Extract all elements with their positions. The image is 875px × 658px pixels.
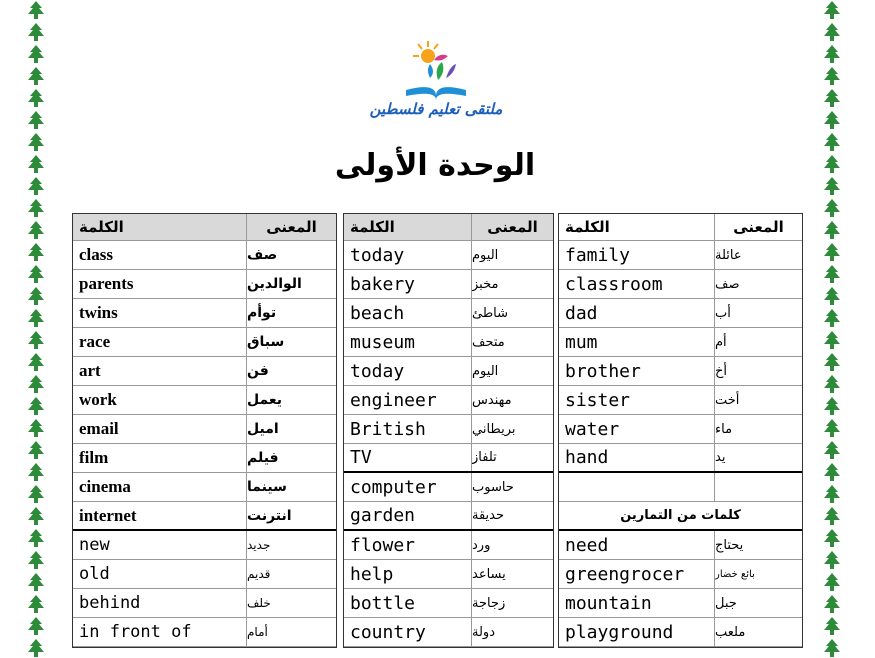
tree-icon — [822, 242, 842, 262]
tree-icon — [26, 484, 46, 504]
arabic-meaning: يساعد — [471, 560, 553, 588]
table-row — [73, 618, 336, 647]
arabic-meaning: زجاجة — [471, 589, 553, 617]
tree-icon — [26, 66, 46, 86]
english-word: beach — [350, 302, 405, 324]
english-word: sister — [565, 389, 631, 411]
table-row — [559, 299, 802, 328]
tree-icon — [26, 374, 46, 394]
tree-icon — [822, 88, 842, 108]
english-word: race — [79, 332, 111, 351]
tree-icon — [26, 132, 46, 152]
tree-icon — [26, 154, 46, 174]
empty-cell — [714, 473, 802, 501]
arabic-meaning: اليوم — [471, 241, 553, 269]
table-row — [559, 241, 802, 270]
arabic-meaning: صف — [246, 241, 336, 269]
tree-icon — [26, 88, 46, 108]
tree-icon — [822, 528, 842, 548]
table-row — [559, 589, 802, 618]
table-row — [559, 444, 802, 473]
arabic-meaning: بائع خضار — [714, 560, 802, 588]
english-word: computer — [350, 476, 437, 498]
arabic-meaning: تلفاز — [471, 444, 553, 471]
table-row — [73, 444, 336, 473]
english-word: help — [350, 563, 394, 585]
word-header: الكلمة — [350, 218, 395, 236]
tree-icon — [822, 638, 842, 658]
arabic-meaning: مخبز — [471, 270, 553, 298]
tree-icon — [26, 572, 46, 592]
arabic-meaning: ملعب — [714, 618, 802, 646]
tree-icon — [822, 110, 842, 130]
tree-icon — [26, 176, 46, 196]
tree-icon — [822, 220, 842, 240]
exercises-label: كلمات من التمارين — [620, 508, 741, 523]
table-row — [344, 473, 553, 502]
meaning-header: المعنى — [246, 214, 336, 240]
english-word: need — [565, 534, 609, 556]
tree-icon — [26, 220, 46, 240]
table-row — [344, 328, 553, 357]
tree-icon — [822, 154, 842, 174]
table-row — [344, 386, 553, 415]
table-row — [73, 357, 336, 386]
table-row — [559, 560, 802, 589]
english-word: dad — [565, 302, 598, 324]
logo-text: ملتقى تعليم فلسطين — [369, 100, 503, 118]
table-header — [559, 214, 802, 241]
tree-icon — [822, 0, 842, 20]
arabic-meaning: خلف — [246, 589, 336, 617]
arabic-meaning: صف — [714, 270, 802, 298]
table-row — [344, 299, 553, 328]
tree-icon — [26, 286, 46, 306]
table-row — [73, 270, 336, 299]
arabic-meaning: قديم — [246, 560, 336, 588]
arabic-meaning: أمام — [246, 618, 336, 646]
english-word: class — [79, 245, 113, 264]
english-word: old — [79, 564, 110, 584]
english-word: new — [79, 535, 110, 555]
arabic-meaning: فيلم — [246, 444, 336, 472]
english-word: film — [79, 448, 109, 467]
english-word: playground — [565, 621, 674, 643]
tree-icon — [26, 352, 46, 372]
arabic-meaning: اميل — [246, 415, 336, 443]
table-row — [344, 618, 553, 647]
arabic-meaning: يحتاج — [714, 531, 802, 559]
english-word: flower — [350, 534, 416, 556]
empty-cell — [559, 473, 714, 501]
english-word: behind — [79, 593, 141, 613]
arabic-meaning: بريطاني — [471, 415, 553, 443]
english-word: today — [350, 244, 405, 266]
tree-icon — [822, 396, 842, 416]
table-row — [344, 444, 553, 473]
arabic-meaning: عائلة — [714, 241, 802, 269]
tree-icon — [822, 440, 842, 460]
english-word: twins — [79, 303, 118, 322]
tree-border-left — [24, 0, 48, 657]
table-row — [559, 328, 802, 357]
english-word: work — [79, 390, 117, 409]
tree-icon — [822, 594, 842, 614]
arabic-meaning: جديد — [246, 531, 336, 559]
table-row — [344, 415, 553, 444]
word-header: الكلمة — [565, 218, 610, 236]
tree-icon — [822, 44, 842, 64]
english-word: hand — [565, 447, 609, 468]
table-row — [344, 560, 553, 589]
vocab-table-3 — [558, 213, 803, 648]
table-row-exercises — [559, 502, 802, 531]
arabic-meaning: توأم — [246, 299, 336, 327]
arabic-meaning: جبل — [714, 589, 802, 617]
tree-icon — [822, 616, 842, 636]
arabic-meaning: أخت — [714, 386, 802, 414]
arabic-meaning: سينما — [246, 473, 336, 501]
tree-icon — [26, 110, 46, 130]
tree-icon — [822, 264, 842, 284]
tree-icon — [822, 330, 842, 350]
tree-icon — [26, 418, 46, 438]
tree-icon — [26, 0, 46, 20]
arabic-meaning: أم — [714, 328, 802, 356]
tree-icon — [822, 22, 842, 42]
english-word: internet — [79, 505, 137, 525]
tree-icon — [822, 572, 842, 592]
english-word: in front of — [79, 622, 192, 642]
arabic-meaning: سباق — [246, 328, 336, 356]
logo-book-icon — [356, 40, 516, 100]
table-row — [73, 531, 336, 560]
tree-icon — [26, 462, 46, 482]
table-row — [344, 241, 553, 270]
tree-icon — [822, 550, 842, 570]
table-row — [73, 502, 336, 531]
english-word: bakery — [350, 273, 416, 295]
table-row — [73, 589, 336, 618]
meaning-header: المعنى — [714, 214, 802, 240]
tree-icon — [26, 594, 46, 614]
arabic-meaning: أب — [714, 299, 802, 327]
tree-icon — [26, 242, 46, 262]
page-title: الوحدة الأولى — [334, 148, 536, 183]
table-row — [73, 560, 336, 589]
table-row — [73, 415, 336, 444]
tree-icon — [26, 638, 46, 658]
english-word: garden — [350, 505, 416, 526]
english-word: bottle — [350, 592, 416, 614]
table-header — [344, 214, 553, 241]
tree-icon — [26, 506, 46, 526]
tree-icon — [26, 198, 46, 218]
arabic-meaning: أخ — [714, 357, 802, 385]
table-row — [344, 270, 553, 299]
table-row — [344, 502, 553, 531]
english-word: country — [350, 621, 426, 643]
english-word: British — [350, 418, 426, 440]
english-word: family — [565, 244, 631, 266]
tree-icon — [26, 22, 46, 42]
table-row — [559, 415, 802, 444]
english-word: mum — [565, 331, 598, 353]
table-row — [344, 357, 553, 386]
english-word: TV — [350, 447, 372, 468]
english-word: museum — [350, 331, 416, 353]
arabic-meaning: حاسوب — [471, 473, 553, 501]
vocab-table-1 — [72, 213, 337, 648]
arabic-meaning: ورد — [471, 531, 553, 559]
tree-icon — [822, 352, 842, 372]
arabic-meaning: ماء — [714, 415, 802, 443]
tree-icon — [26, 308, 46, 328]
tree-icon — [26, 616, 46, 636]
tree-icon — [822, 418, 842, 438]
tree-icon — [822, 506, 842, 526]
table-row — [559, 386, 802, 415]
tree-icon — [822, 462, 842, 482]
table-row — [559, 618, 802, 647]
english-word: greengrocer — [565, 563, 685, 585]
tree-border-right — [820, 0, 844, 657]
table-row — [559, 270, 802, 299]
english-word: engineer — [350, 389, 437, 411]
tree-icon — [822, 286, 842, 306]
meaning-header: المعنى — [471, 214, 553, 240]
english-word: email — [79, 419, 119, 438]
arabic-meaning: حديقة — [471, 502, 553, 529]
tree-icon — [26, 528, 46, 548]
tree-icon — [26, 264, 46, 284]
arabic-meaning: مهندس — [471, 386, 553, 414]
arabic-meaning: يد — [714, 444, 802, 471]
table-header — [73, 214, 336, 241]
arabic-meaning: اليوم — [471, 357, 553, 385]
word-header: الكلمة — [79, 218, 124, 236]
tree-icon — [26, 44, 46, 64]
arabic-meaning: شاطئ — [471, 299, 553, 327]
table-row — [73, 241, 336, 270]
table-row-empty — [559, 473, 802, 502]
table-row — [344, 531, 553, 560]
arabic-meaning: متحف — [471, 328, 553, 356]
table-row — [559, 357, 802, 386]
table-row — [344, 589, 553, 618]
tree-icon — [26, 330, 46, 350]
tree-icon — [822, 484, 842, 504]
tree-icon — [822, 374, 842, 394]
english-word: parents — [79, 274, 134, 293]
english-word: water — [565, 418, 620, 440]
english-word: today — [350, 360, 405, 382]
table-row — [73, 473, 336, 502]
tree-icon — [26, 440, 46, 460]
vocab-table-2 — [343, 213, 554, 648]
arabic-meaning: فن — [246, 357, 336, 385]
english-word: cinema — [79, 477, 131, 496]
table-row — [73, 299, 336, 328]
table-row — [73, 328, 336, 357]
arabic-meaning: انترنت — [246, 502, 336, 529]
arabic-meaning: دولة — [471, 618, 553, 646]
logo — [356, 40, 516, 126]
english-word: art — [79, 361, 101, 380]
tree-icon — [26, 550, 46, 570]
tree-icon — [822, 176, 842, 196]
arabic-meaning: الوالدين — [246, 270, 336, 298]
tree-icon — [26, 396, 46, 416]
tree-icon — [822, 132, 842, 152]
tree-icon — [822, 198, 842, 218]
english-word: mountain — [565, 592, 652, 614]
tree-icon — [822, 66, 842, 86]
arabic-meaning: يعمل — [246, 386, 336, 414]
table-row — [559, 531, 802, 560]
table-row — [73, 386, 336, 415]
english-word: classroom — [565, 273, 663, 295]
english-word: brother — [565, 360, 641, 382]
tree-icon — [822, 308, 842, 328]
